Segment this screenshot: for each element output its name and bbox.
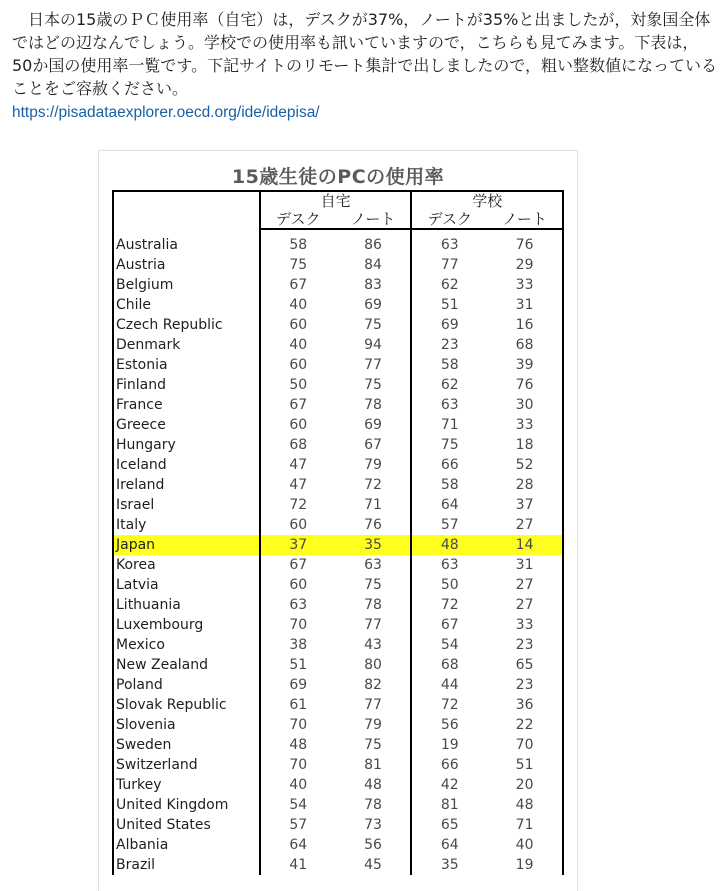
table-row bbox=[113, 855, 563, 875]
school-note-cell: 37 bbox=[487, 495, 563, 515]
school-desk-cell: 23 bbox=[411, 335, 487, 355]
home-desk-cell: 72 bbox=[260, 495, 336, 515]
table-row bbox=[113, 395, 563, 415]
table-row bbox=[113, 255, 563, 275]
school-desk-cell: 66 bbox=[411, 755, 487, 775]
home-note-cell: 78 bbox=[364, 797, 382, 813]
home-note-cell: 79 bbox=[364, 457, 382, 473]
home-note-cell: 78 bbox=[364, 397, 382, 413]
school-note-cell: 51 bbox=[487, 755, 563, 775]
home-note-cell: 77 bbox=[364, 697, 382, 713]
table-row bbox=[113, 615, 563, 635]
home-note-cell: 76 bbox=[364, 517, 382, 533]
school-note-cell: 52 bbox=[487, 455, 563, 475]
table-row bbox=[113, 335, 563, 355]
school-note-cell: 14 bbox=[487, 535, 563, 555]
school-desk-cell: 67 bbox=[411, 615, 487, 635]
country-cell: Albania bbox=[113, 835, 260, 855]
home-note-cell: 45 bbox=[364, 857, 382, 873]
table-row bbox=[113, 795, 563, 815]
school-desk-cell: 77 bbox=[411, 255, 487, 275]
home-note-cell: 75 bbox=[364, 737, 382, 753]
home-note-cell: 73 bbox=[364, 817, 382, 833]
country-cell: Israel bbox=[113, 495, 260, 515]
school-desk-cell: 63 bbox=[411, 555, 487, 575]
country-cell: Belgium bbox=[113, 275, 260, 295]
home-desk-cell: 41 bbox=[260, 855, 336, 875]
school-desk-cell: 71 bbox=[411, 415, 487, 435]
school-desk-cell: 65 bbox=[411, 815, 487, 835]
home-note-cell: 81 bbox=[364, 757, 382, 773]
table-row bbox=[113, 715, 563, 735]
country-cell: Switzerland bbox=[113, 755, 260, 775]
home-desk-cell: 40 bbox=[260, 335, 336, 355]
school-note-cell: 31 bbox=[487, 295, 563, 315]
school-note-cell: 22 bbox=[487, 715, 563, 735]
home-desk-cell: 37 bbox=[260, 535, 336, 555]
home-note-cell: 75 bbox=[364, 377, 382, 393]
country-cell: Hungary bbox=[113, 435, 260, 455]
home-desk-cell: 60 bbox=[260, 355, 336, 375]
country-cell: Japan bbox=[113, 535, 260, 555]
country-cell: Korea bbox=[113, 555, 260, 575]
school-desk-cell: 42 bbox=[411, 775, 487, 795]
country-cell: United States bbox=[113, 815, 260, 835]
school-desk-cell: 63 bbox=[411, 395, 487, 415]
school-note-cell: 18 bbox=[487, 435, 563, 455]
country-cell: Chile bbox=[113, 295, 260, 315]
table-row bbox=[113, 315, 563, 335]
home-desk-cell: 67 bbox=[260, 275, 336, 295]
school-desk-cell: 48 bbox=[411, 535, 487, 555]
school-note-cell: 33 bbox=[487, 415, 563, 435]
school-note-cell: 76 bbox=[487, 229, 563, 255]
school-note-cell: 28 bbox=[487, 475, 563, 495]
school-desk-cell: 62 bbox=[411, 375, 487, 395]
school-desk-cell: 58 bbox=[411, 475, 487, 495]
article-intro bbox=[12, 8, 717, 124]
school-desk-cell: 62 bbox=[411, 275, 487, 295]
school-desk-cell: 64 bbox=[411, 495, 487, 515]
home-desk-cell: 38 bbox=[260, 635, 336, 655]
country-cell: Brazil bbox=[113, 855, 260, 875]
table-row bbox=[113, 635, 563, 655]
school-desk-cell: 51 bbox=[411, 295, 487, 315]
school-desk-cell: 69 bbox=[411, 315, 487, 335]
table-row bbox=[113, 229, 563, 255]
school-note-cell: 30 bbox=[487, 395, 563, 415]
table-row bbox=[113, 275, 563, 295]
school-note-cell: 23 bbox=[487, 635, 563, 655]
home-desk-cell: 60 bbox=[260, 415, 336, 435]
home-note-cell: 84 bbox=[364, 257, 382, 273]
home-note-cell: 56 bbox=[364, 837, 382, 853]
school-note-cell: 70 bbox=[487, 735, 563, 755]
table-row bbox=[113, 755, 563, 775]
source-link[interactable]: https://pisadataexplorer.oecd.org/ide/idepisa/ bbox=[12, 104, 320, 121]
home-note-cell: 69 bbox=[364, 297, 382, 313]
school-note-cell: 16 bbox=[487, 315, 563, 335]
table-row bbox=[113, 655, 563, 675]
home-note-cell: 75 bbox=[364, 317, 382, 333]
country-cell: Slovenia bbox=[113, 715, 260, 735]
school-note-cell: 27 bbox=[487, 595, 563, 615]
home-desk-cell: 67 bbox=[260, 555, 336, 575]
home-desk-cell: 63 bbox=[260, 595, 336, 615]
home-desk-cell: 60 bbox=[260, 515, 336, 535]
home-desk-cell: 70 bbox=[260, 615, 336, 635]
table-row bbox=[113, 455, 563, 475]
school-desk-cell: 66 bbox=[411, 455, 487, 475]
home-note-cell: 35 bbox=[336, 535, 412, 555]
table-row-highlighted bbox=[113, 535, 563, 555]
home-desk-cell: 70 bbox=[260, 755, 336, 775]
school-note-cell: 20 bbox=[487, 775, 563, 795]
school-note-cell: 23 bbox=[487, 675, 563, 695]
country-cell: United Kingdom bbox=[113, 795, 260, 815]
table-row bbox=[113, 515, 563, 535]
country-cell: Finland bbox=[113, 375, 260, 395]
school-note-cell: 39 bbox=[487, 355, 563, 375]
school-desk-cell: 19 bbox=[411, 735, 487, 755]
home-note-cell: 80 bbox=[364, 657, 382, 673]
school-note-cell: 27 bbox=[487, 575, 563, 595]
country-cell: Iceland bbox=[113, 455, 260, 475]
home-desk-cell: 57 bbox=[260, 815, 336, 835]
table-row bbox=[113, 355, 563, 375]
school-desk-cell: 44 bbox=[411, 675, 487, 695]
home-note-cell: 79 bbox=[364, 717, 382, 733]
school-desk-cell: 64 bbox=[411, 835, 487, 855]
school-note-cell: 71 bbox=[487, 815, 563, 835]
school-note-cell: 76 bbox=[487, 375, 563, 395]
school-desk-cell: 81 bbox=[411, 795, 487, 815]
table-row bbox=[113, 815, 563, 835]
home-desk-cell: 47 bbox=[260, 475, 336, 495]
school-note-cell: 31 bbox=[487, 555, 563, 575]
country-cell: Latvia bbox=[113, 575, 260, 595]
table-row bbox=[113, 495, 563, 515]
school-note-cell: 33 bbox=[487, 275, 563, 295]
table-row bbox=[113, 435, 563, 455]
school-note-cell: 40 bbox=[487, 835, 563, 855]
home-note-cell: 94 bbox=[364, 337, 382, 353]
home-desk-cell: 68 bbox=[260, 435, 336, 455]
home-note-cell: 86 bbox=[364, 237, 382, 253]
home-note-cell: 75 bbox=[364, 577, 382, 593]
country-cell: France bbox=[113, 395, 260, 415]
country-cell: Czech Republic bbox=[113, 315, 260, 335]
school-desk-cell: 56 bbox=[411, 715, 487, 735]
table-row bbox=[113, 695, 563, 715]
school-note-cell: 33 bbox=[487, 615, 563, 635]
home-note-cell: 83 bbox=[364, 277, 382, 293]
header-school-desk: デスク bbox=[411, 211, 487, 229]
country-cell: New Zealand bbox=[113, 655, 260, 675]
school-note-cell: 36 bbox=[487, 695, 563, 715]
header-group-home: 自宅 bbox=[260, 191, 412, 211]
home-desk-cell: 64 bbox=[260, 835, 336, 855]
home-note-cell: 69 bbox=[364, 417, 382, 433]
home-desk-cell: 48 bbox=[260, 735, 336, 755]
school-note-cell: 68 bbox=[487, 335, 563, 355]
school-desk-cell: 58 bbox=[411, 355, 487, 375]
country-cell: Mexico bbox=[113, 635, 260, 655]
table-row bbox=[113, 675, 563, 695]
table-row bbox=[113, 735, 563, 755]
table-row bbox=[113, 575, 563, 595]
home-note-cell: 71 bbox=[364, 497, 382, 513]
header-home-desk: デスク bbox=[260, 211, 336, 229]
school-note-cell: 19 bbox=[487, 855, 563, 875]
school-desk-cell: 72 bbox=[411, 595, 487, 615]
school-desk-cell: 63 bbox=[411, 229, 487, 255]
home-desk-cell: 40 bbox=[260, 775, 336, 795]
country-cell: Poland bbox=[113, 675, 260, 695]
country-cell: Italy bbox=[113, 515, 260, 535]
pc-usage-table bbox=[112, 190, 564, 875]
home-note-cell: 82 bbox=[364, 677, 382, 693]
home-note-cell: 43 bbox=[364, 637, 382, 653]
header-group-school: 学校 bbox=[411, 191, 563, 211]
table-row bbox=[113, 295, 563, 315]
country-cell: Luxembourg bbox=[113, 615, 260, 635]
school-note-cell: 27 bbox=[487, 515, 563, 535]
table-body bbox=[113, 229, 563, 875]
country-cell: Greece bbox=[113, 415, 260, 435]
home-desk-cell: 69 bbox=[260, 675, 336, 695]
table-row bbox=[113, 835, 563, 855]
home-desk-cell: 40 bbox=[260, 295, 336, 315]
country-cell: Australia bbox=[113, 229, 260, 255]
country-cell: Turkey bbox=[113, 775, 260, 795]
header-home-note: ノート bbox=[336, 211, 412, 229]
home-note-cell: 48 bbox=[364, 777, 382, 793]
home-desk-cell: 54 bbox=[260, 795, 336, 815]
table-row bbox=[113, 415, 563, 435]
table-title: 15歳生徒のPCの使用率 bbox=[231, 166, 445, 188]
country-cell: Ireland bbox=[113, 475, 260, 495]
country-cell: Sweden bbox=[113, 735, 260, 755]
school-desk-cell: 57 bbox=[411, 515, 487, 535]
home-note-cell: 72 bbox=[364, 477, 382, 493]
country-cell: Austria bbox=[113, 255, 260, 275]
country-cell: Denmark bbox=[113, 335, 260, 355]
home-desk-cell: 61 bbox=[260, 695, 336, 715]
home-note-cell: 77 bbox=[364, 357, 382, 373]
country-cell: Estonia bbox=[113, 355, 260, 375]
country-cell: Lithuania bbox=[113, 595, 260, 615]
home-desk-cell: 60 bbox=[260, 315, 336, 335]
school-desk-cell: 72 bbox=[411, 695, 487, 715]
table-row bbox=[113, 475, 563, 495]
table-image bbox=[98, 150, 578, 891]
home-desk-cell: 50 bbox=[260, 375, 336, 395]
school-desk-cell: 35 bbox=[411, 855, 487, 875]
home-desk-cell: 70 bbox=[260, 715, 336, 735]
school-note-cell: 65 bbox=[487, 655, 563, 675]
home-desk-cell: 75 bbox=[260, 255, 336, 275]
home-note-cell: 67 bbox=[364, 437, 382, 453]
home-desk-cell: 67 bbox=[260, 395, 336, 415]
table-row bbox=[113, 375, 563, 395]
intro-paragraph: 日本の15歳のＰＣ使用率（自宅）は，デスクが37%，ノートが35%と出ましたが，対象国全体ではどの辺なんでしょう。学校での使用率も訊いていますので，こちらも見てみます。下表は，50か国の使用率一覧です。下記サイトのリモート集計で出しましたので，粗い整数値になっていることをご容赦ください。 bbox=[12, 10, 718, 98]
header-school-note: ノート bbox=[487, 211, 563, 229]
home-desk-cell: 51 bbox=[260, 655, 336, 675]
table-row bbox=[113, 555, 563, 575]
school-note-cell: 48 bbox=[487, 795, 563, 815]
school-desk-cell: 75 bbox=[411, 435, 487, 455]
table-row bbox=[113, 595, 563, 615]
home-desk-cell: 47 bbox=[260, 455, 336, 475]
home-desk-cell: 60 bbox=[260, 575, 336, 595]
school-desk-cell: 68 bbox=[411, 655, 487, 675]
header-country-cell bbox=[113, 191, 260, 229]
school-desk-cell: 54 bbox=[411, 635, 487, 655]
school-desk-cell: 50 bbox=[411, 575, 487, 595]
home-note-cell: 63 bbox=[364, 557, 382, 573]
home-note-cell: 78 bbox=[364, 597, 382, 613]
country-cell: Slovak Republic bbox=[113, 695, 260, 715]
home-desk-cell: 58 bbox=[260, 229, 336, 255]
table-row bbox=[113, 775, 563, 795]
school-note-cell: 29 bbox=[487, 255, 563, 275]
home-note-cell: 77 bbox=[364, 617, 382, 633]
